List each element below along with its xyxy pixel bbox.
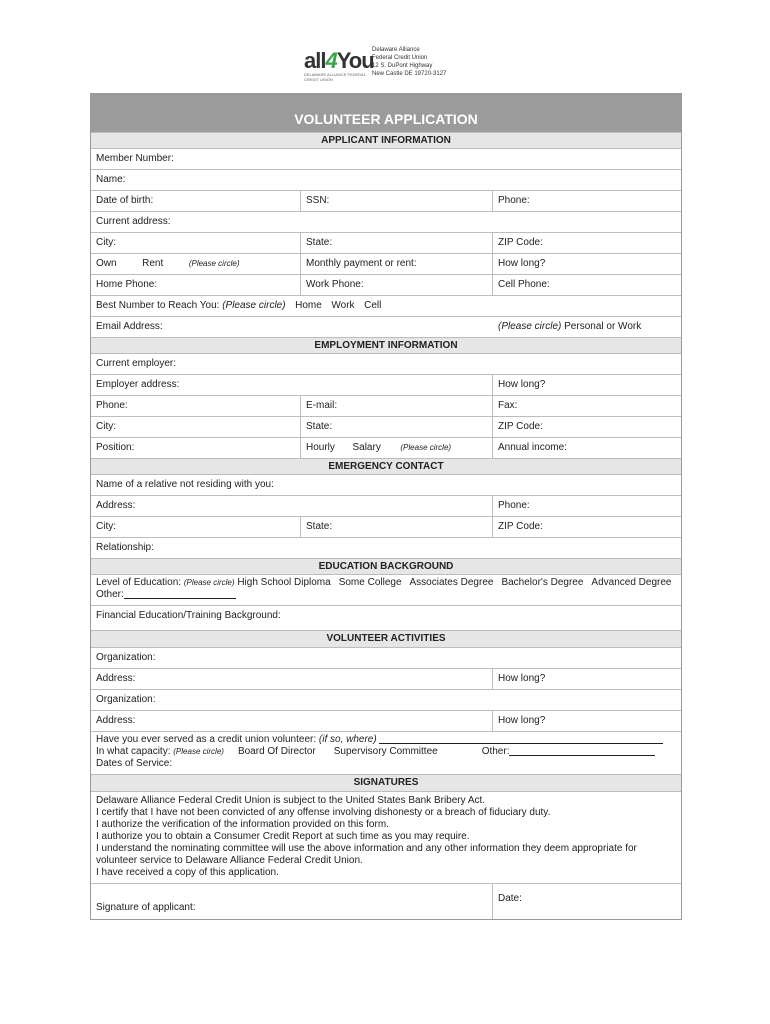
statement-line: I authorize you to obtain a Consumer Credit Report at such time as you may require. [96,831,470,842]
please-circle-note: (Please circle) [400,443,452,452]
home-phone-field[interactable]: Home Phone: [91,275,301,295]
please-circle-note: (Please circle) [222,300,286,311]
statement-line: Delaware Alliance Federal Credit Union is subject to the United States Bank Bribery Act. [96,795,486,806]
best-number-field[interactable]: Best Number to Reach You: (Please circle) Home Work Cell [96,300,382,311]
work-phone-field[interactable]: Work Phone: [301,275,493,295]
statement-line: volunteer service to Delaware Alliance Federal Credit Union. [96,855,363,866]
please-circle-note: (Please circle) [173,747,224,756]
email-type-field[interactable] [493,317,681,337]
logo-tagline: DELAWARE ALLIANCE FEDERAL CREDIT UNION [304,72,366,82]
capacity-other-line[interactable] [509,746,655,756]
education-option-bachelors[interactable]: Bachelor's Degree [501,577,584,588]
ssn-field[interactable]: SSN: [301,191,493,211]
education-other-line[interactable] [124,589,236,599]
please-circle-note: (Please circle) [498,321,562,332]
annual-income-field[interactable]: Annual income: [498,442,567,453]
relative-name-field[interactable]: Name of a relative not residing with you: [96,479,274,490]
if-so-note: (if so, where) [318,734,377,745]
section-education-background: EDUCATION BACKGROUND [91,558,681,574]
name-field[interactable]: Name: [96,174,126,185]
education-other-label: Other: [96,589,124,600]
employer-city-field[interactable]: City: [91,417,301,437]
relationship-field[interactable]: Relationship: [96,542,154,553]
salary-option[interactable]: Salary [352,442,381,453]
best-number-cell-option[interactable]: Cell [364,300,382,311]
city-field[interactable]: City: [91,233,301,253]
section-emergency-contact: EMERGENCY CONTACT [91,458,681,474]
logo-wordmark: all4You [304,48,374,73]
how-long-field[interactable]: How long? [498,258,546,269]
section-applicant-information: APPLICANT INFORMATION [91,132,681,148]
cell-phone-field[interactable]: Cell Phone: [498,279,550,290]
emergency-address-field[interactable]: Address: [91,496,493,516]
volunteer-application-form [90,93,682,920]
rent-option[interactable]: Rent [142,258,164,269]
pay-type-field[interactable] [301,438,493,458]
employer-zip-field[interactable]: ZIP Code: [498,421,543,432]
education-option-high-school[interactable]: High School Diploma [237,577,331,588]
please-circle-note: (Please circle) [183,578,235,587]
please-circle-note: (Please circle) [188,259,240,268]
education-option-some-college[interactable]: Some College [338,577,402,588]
emergency-state-field[interactable]: State: [301,517,493,537]
capacity-other-label: Other: [481,746,510,757]
current-address-field[interactable]: Current address: [96,216,171,227]
education-option-advanced[interactable]: Advanced Degree [591,577,672,588]
form-title: VOLUNTEER APPLICATION [91,94,681,132]
volunteer-how-long-field-2[interactable]: How long? [498,715,546,726]
volunteer-how-long-field-1[interactable]: How long? [498,673,546,684]
monthly-payment-field[interactable]: Monthly payment or rent: [301,254,493,274]
employer-state-field[interactable]: State: [301,417,493,437]
best-number-home-option[interactable]: Home [295,300,322,311]
statement-line: I authorize the verification of the information provided on this form. [96,819,389,830]
volunteer-service-block [91,731,681,774]
employer-fax-field[interactable]: Fax: [498,400,518,411]
email-field[interactable]: Email Address: [96,321,163,332]
best-number-work-option[interactable]: Work [331,300,355,311]
hourly-option[interactable]: Hourly [306,442,335,453]
organization-field-2[interactable]: Organization: [96,694,156,705]
zip-field[interactable]: ZIP Code: [498,237,543,248]
statement-line: I have received a copy of this application. [96,867,279,878]
employer-phone-field[interactable]: Phone: [91,396,301,416]
supervisory-committee-option[interactable]: Supervisory Committee [333,746,438,757]
served-where-line[interactable] [379,734,663,744]
statement-line: I certify that I have not been convicted of any offense involving dishonesty or a breach of fiduciary duty. [96,807,551,818]
credit-union-logo [304,46,454,82]
board-of-director-option[interactable]: Board Of Director [237,746,316,757]
own-rent-field[interactable] [91,254,301,274]
served-question: Have you ever served as a credit union volunteer: [96,734,317,745]
signature-field[interactable]: Signature of applicant: [91,884,493,919]
emergency-phone-field[interactable]: Phone: [498,500,530,511]
statement-line: I understand the nominating committee will use the above information and any other information they deem appropriate for [96,843,637,854]
signature-date-field[interactable]: Date: [498,893,522,904]
current-employer-field[interactable]: Current employer: [96,358,177,369]
employer-email-field[interactable]: E-mail: [301,396,493,416]
member-number-field[interactable]: Member Number: [96,153,174,164]
emergency-city-field[interactable]: City: [91,517,301,537]
employer-address-field[interactable]: Employer address: [91,375,493,395]
capacity-label: In what capacity: [96,746,171,757]
emergency-zip-field[interactable]: ZIP Code: [498,521,543,532]
education-level-field[interactable]: Level of Education: (Please circle) High School Diploma Some College Associates Degree Bachelor's Degree Advanced Degree Other: [91,574,681,605]
section-volunteer-activities: VOLUNTEER ACTIVITIES [91,630,681,647]
phone-field[interactable]: Phone: [498,195,530,206]
certification-statements [91,791,681,883]
financial-education-field[interactable]: Financial Education/Training Background: [96,610,281,621]
section-signatures: SIGNATURES [91,774,681,791]
employment-how-long-field[interactable]: How long? [498,379,546,390]
own-option[interactable]: Own [96,258,117,269]
volunteer-address-field-2[interactable]: Address: [91,711,493,731]
dates-of-service-field[interactable]: Dates of Service: [96,758,173,769]
organization-field-1[interactable]: Organization: [96,652,156,663]
education-option-associates[interactable]: Associates Degree [409,577,494,588]
section-employment-information: EMPLOYMENT INFORMATION [91,337,681,353]
logo-address: Delaware Alliance Federal Credit Union 12 S. DuPont Highway New Castle DE 19720-3127 [372,47,447,77]
email-type-options[interactable]: Personal or Work [564,321,642,332]
dob-field[interactable]: Date of birth: [91,191,301,211]
position-field[interactable]: Position: [91,438,301,458]
volunteer-address-field-1[interactable]: Address: [91,669,493,689]
state-field[interactable]: State: [301,233,493,253]
